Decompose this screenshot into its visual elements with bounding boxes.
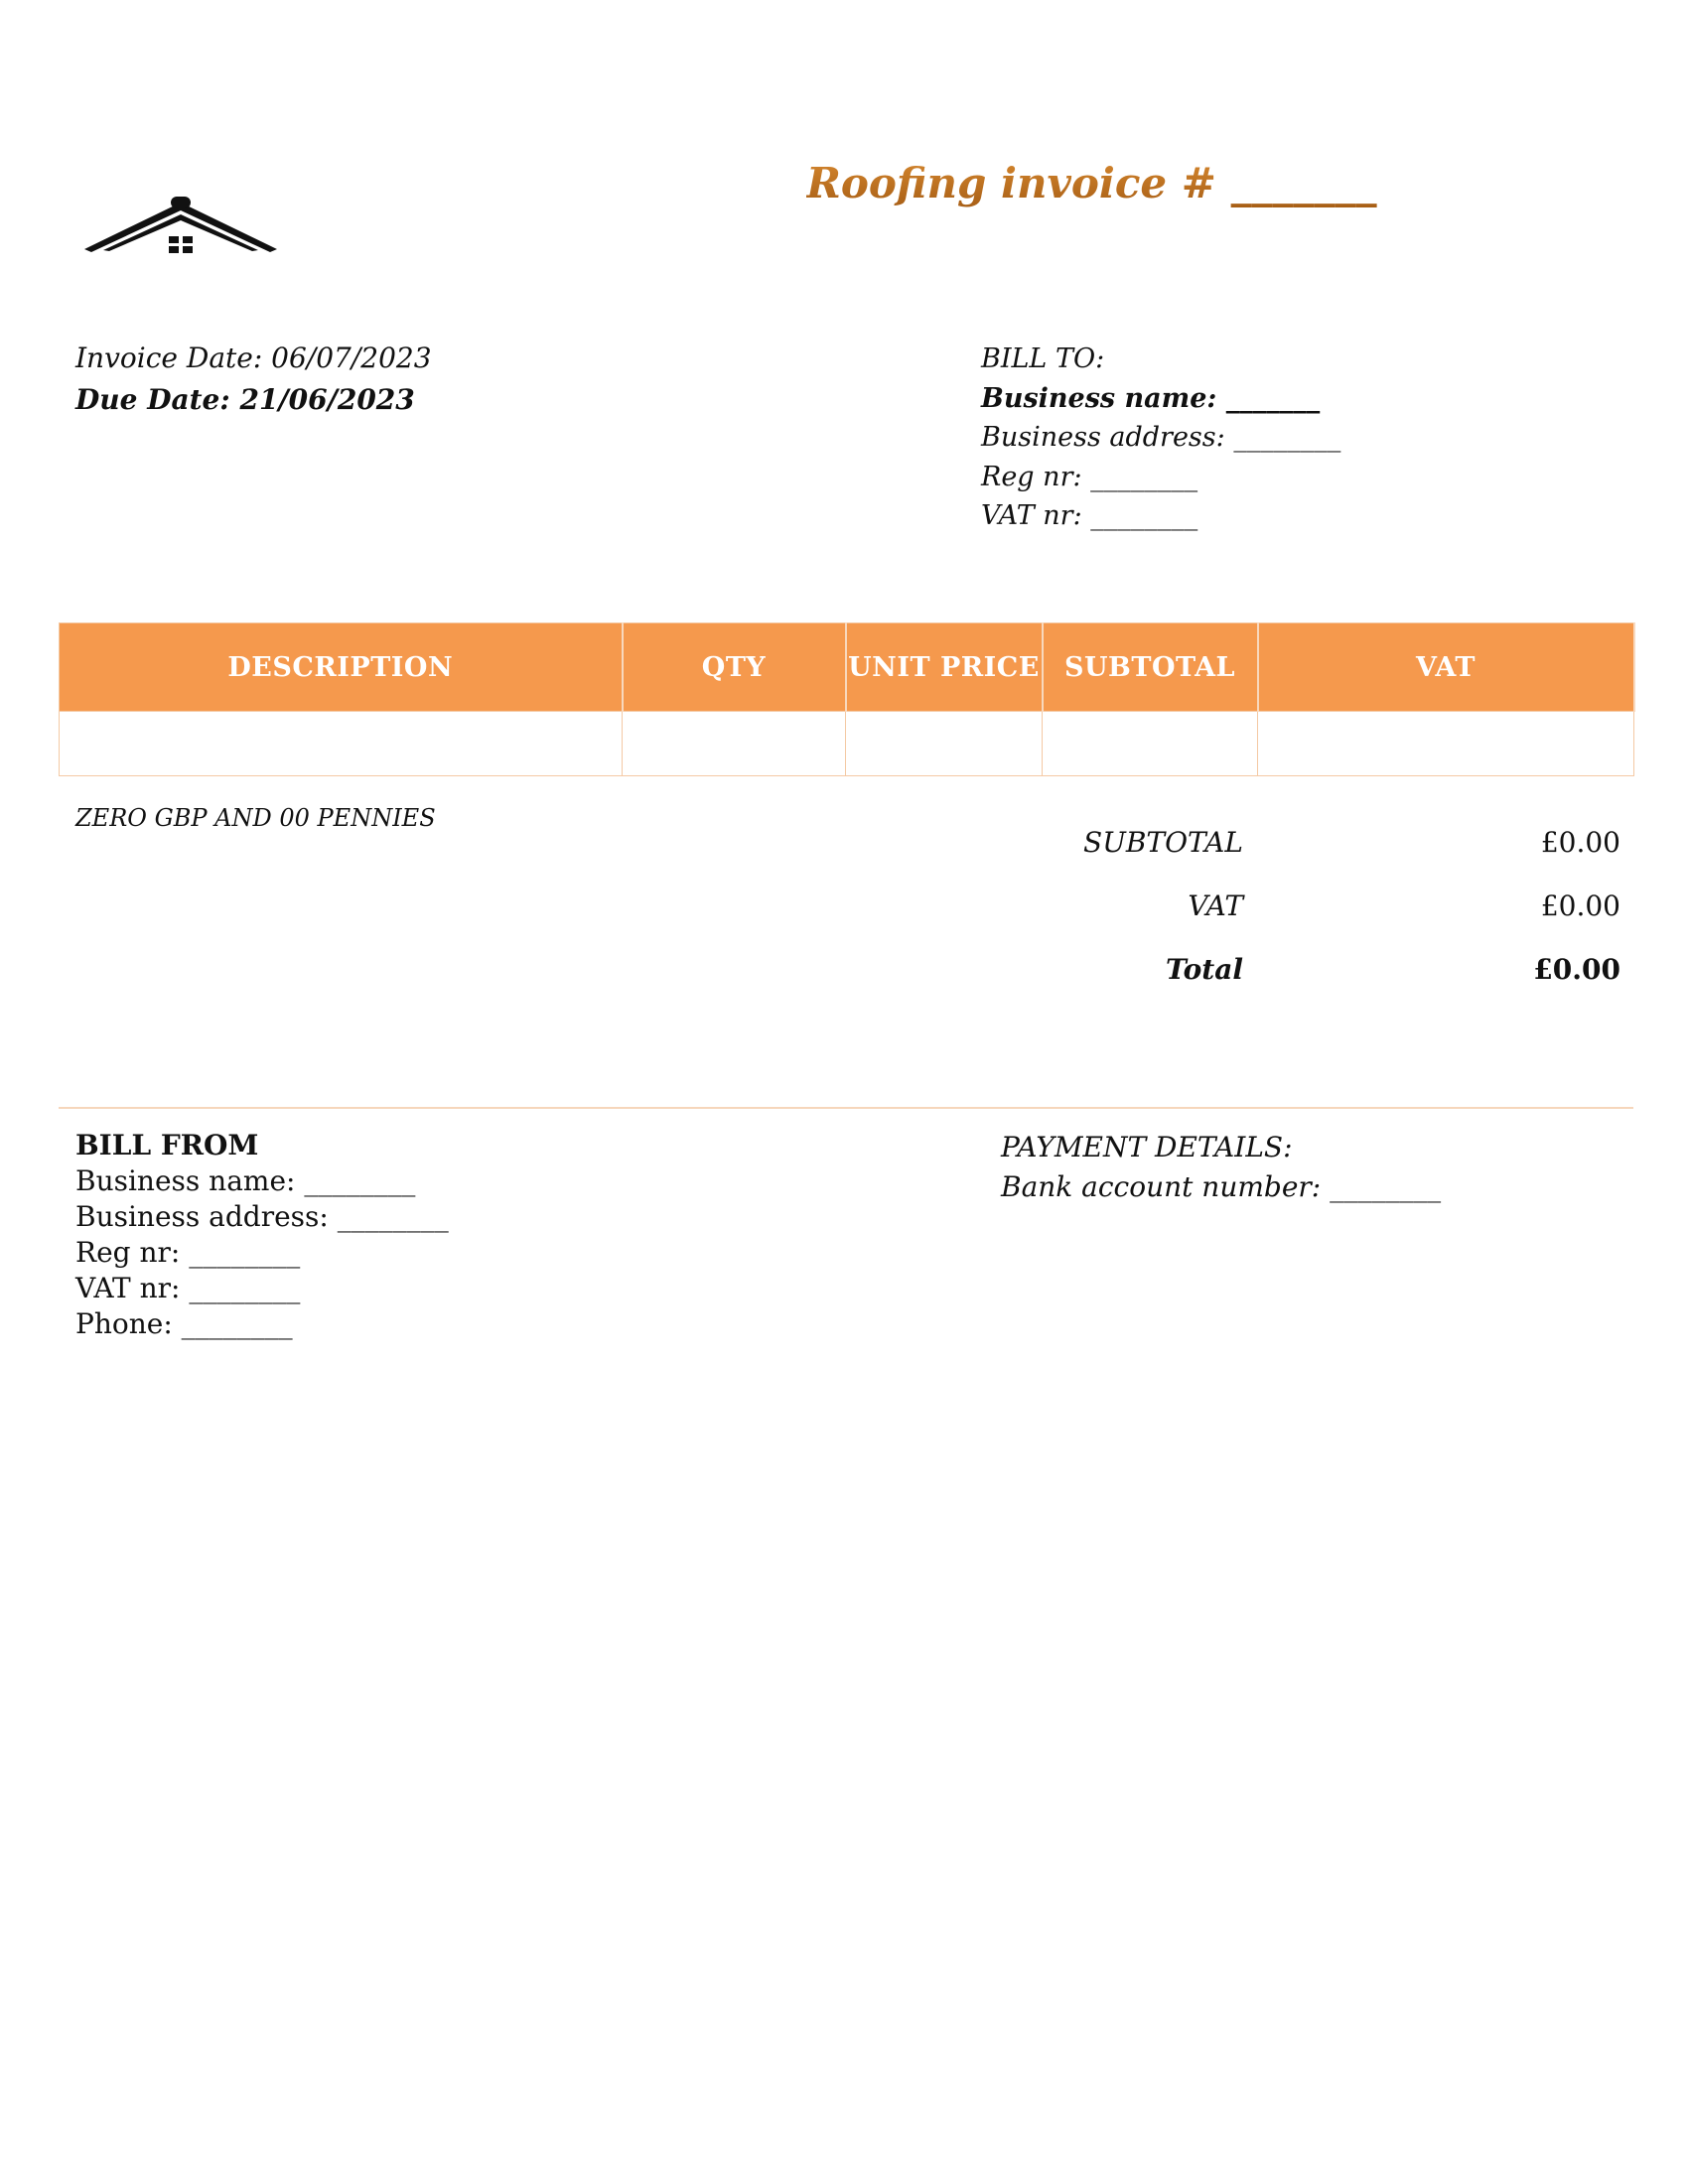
items-header-row (60, 623, 1634, 712)
bill-from-vat-nr: VAT nr: ________ (75, 1272, 301, 1304)
section-divider (59, 1107, 1633, 1109)
total-label: Total (1165, 953, 1243, 986)
vat-label: VAT (1188, 889, 1243, 922)
invoice-title: Roofing invoice # _______ (806, 159, 1377, 207)
cell-description[interactable] (60, 712, 623, 776)
column-header-description: DESCRIPTION (60, 623, 623, 712)
bill-from-heading: BILL FROM (75, 1129, 259, 1161)
cell-subtotal[interactable] (1043, 712, 1258, 776)
bill-to-business-address: Business address: ________ (981, 422, 1341, 453)
payment-details-block (1001, 1128, 1441, 1207)
bill-from-block (75, 1128, 449, 1342)
bill-to-vat-nr: VAT nr: ________ (981, 500, 1198, 531)
column-header-qty: QTY (623, 623, 846, 712)
column-header-vat: VAT (1258, 623, 1634, 712)
bill-from-business-address: Business address: ________ (75, 1200, 449, 1233)
bill-to-reg-nr: Reg nr: ________ (981, 461, 1198, 492)
bill-from-phone: Phone: ________ (75, 1307, 293, 1340)
column-header-subtotal: SUBTOTAL (1043, 623, 1258, 712)
bill-to-block (981, 340, 1340, 536)
bill-from-reg-nr: Reg nr: ________ (75, 1236, 301, 1269)
due-date: Due Date: 21/06/2023 (75, 383, 415, 416)
bill-to-business-name: Business name: _______ (981, 382, 1321, 414)
totals-block (993, 826, 1620, 1017)
subtotal-row (993, 826, 1620, 889)
invoice-dates (75, 338, 432, 421)
subtotal-label: SUBTOTAL (1083, 826, 1243, 859)
bill-from-business-name: Business name: ________ (75, 1164, 416, 1197)
amount-in-words: ZERO GBP AND 00 PENNIES (75, 804, 436, 832)
vat-value: £0.00 (1540, 889, 1620, 922)
total-value: £0.00 (1533, 953, 1620, 986)
total-row (993, 953, 1620, 1017)
invoice-date: Invoice Date: 06/07/2023 (75, 341, 432, 374)
table-row (60, 712, 1634, 776)
cell-qty[interactable] (623, 712, 846, 776)
cell-vat[interactable] (1258, 712, 1634, 776)
bank-account-number: Bank account number: ________ (1001, 1170, 1442, 1203)
subtotal-value: £0.00 (1540, 826, 1620, 859)
payment-details-heading: PAYMENT DETAILS: (1001, 1131, 1293, 1163)
column-header-unit-price: UNIT PRICE (846, 623, 1043, 712)
roof-house-icon (81, 195, 286, 264)
cell-unit-price[interactable] (846, 712, 1043, 776)
bill-to-heading: BILL TO: (981, 343, 1105, 374)
vat-row (993, 889, 1620, 953)
items-table (59, 622, 1635, 776)
